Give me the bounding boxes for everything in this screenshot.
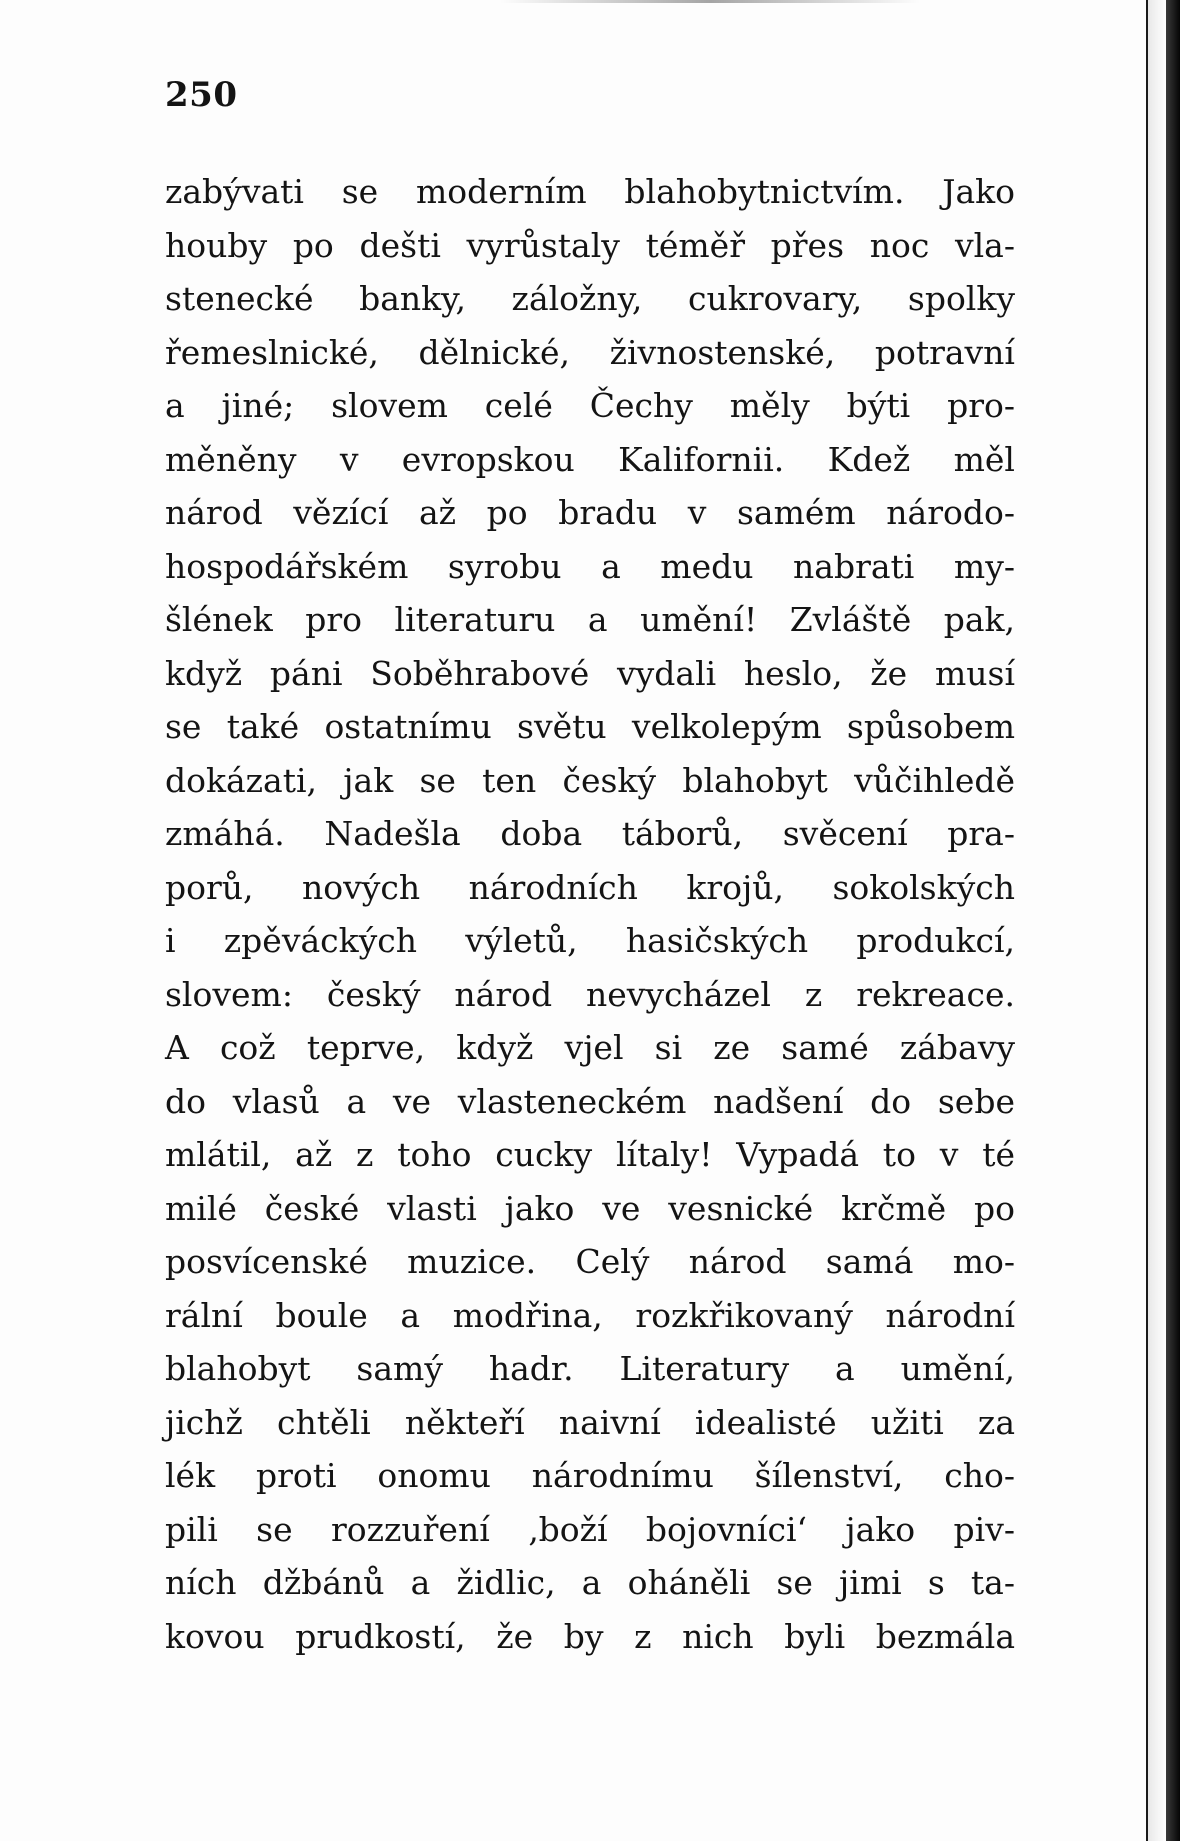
text-line: a jiné; slovem celé Čechy měly býti pro- — [165, 386, 1015, 425]
scan-border-right — [1166, 0, 1180, 1841]
scan-artifact-top — [500, 0, 920, 3]
text-line: hospodářském syrobu a medu nabrati my- — [165, 546, 1015, 586]
page-number: 250 — [165, 75, 238, 115]
text-line: houby po dešti vyrůstaly téměř přes noc vla- — [165, 225, 1015, 265]
body-text — [165, 165, 1015, 1663]
text-line: ních džbánů a židlic, a oháněli se jimi s ta- — [165, 1563, 1015, 1602]
text-line: mlátil, až z toho cucky lítaly! Vypadá to v té — [165, 1135, 1015, 1174]
text-line: řemeslnické, dělnické, živnostenské, potravní — [165, 332, 1015, 372]
text-line: když páni Soběhrabové vydali heslo, že musí — [165, 653, 1015, 693]
page-edge-shadow — [1148, 0, 1166, 1841]
text-line: rální boule a modřina, rozkřikovaný národní — [165, 1295, 1015, 1335]
text-line: milé české vlasti jako ve vesnické krčmě po — [165, 1188, 1015, 1228]
text-line: do vlasů a ve vlasteneckém nadšení do sebe — [165, 1081, 1015, 1121]
text-line: národ vězící až po bradu v samém národo- — [165, 493, 1015, 532]
text-line: blahobyt samý hadr. Literatury a umění, — [165, 1349, 1015, 1388]
text-line: zabývati se moderním blahobytnictvím. Jako — [165, 172, 1015, 211]
text-line: pili se rozzuření ‚boží bojovníci‘ jako piv- — [165, 1509, 1015, 1549]
text-line: šlének pro literaturu a umění! Zvláště pak, — [165, 600, 1015, 639]
text-line: lék proti onomu národnímu šílenství, cho- — [165, 1456, 1015, 1495]
text-line: porů, nových národních krojů, sokolských — [165, 867, 1015, 907]
text-line: stenecké banky, záložny, cukrovary, spolky — [165, 279, 1015, 318]
text-line: jichž chtěli někteří naivní idealisté užiti za — [165, 1402, 1015, 1442]
text-line: i zpěváckých výletů, hasičských produkcí, — [165, 921, 1015, 960]
text-line: posvícenské muzice. Celý národ samá mo- — [165, 1242, 1015, 1281]
text-line: slovem: český národ nevycházel z rekreace. — [165, 974, 1015, 1014]
text-line: dokázati, jak se ten český blahobyt vůčihledě — [165, 760, 1015, 800]
text-line: zmáhá. Nadešla doba táborů, svěcení pra- — [165, 814, 1015, 853]
text-line: A což teprve, když vjel si ze samé zábavy — [165, 1028, 1015, 1067]
text-line: měněny v evropskou Kalifornii. Kdež měl — [165, 439, 1015, 479]
text-line: kovou prudkostí, že by z nich byli bezmála — [165, 1616, 1015, 1656]
text-line: se také ostatnímu světu velkolepým spůsobem — [165, 707, 1015, 746]
